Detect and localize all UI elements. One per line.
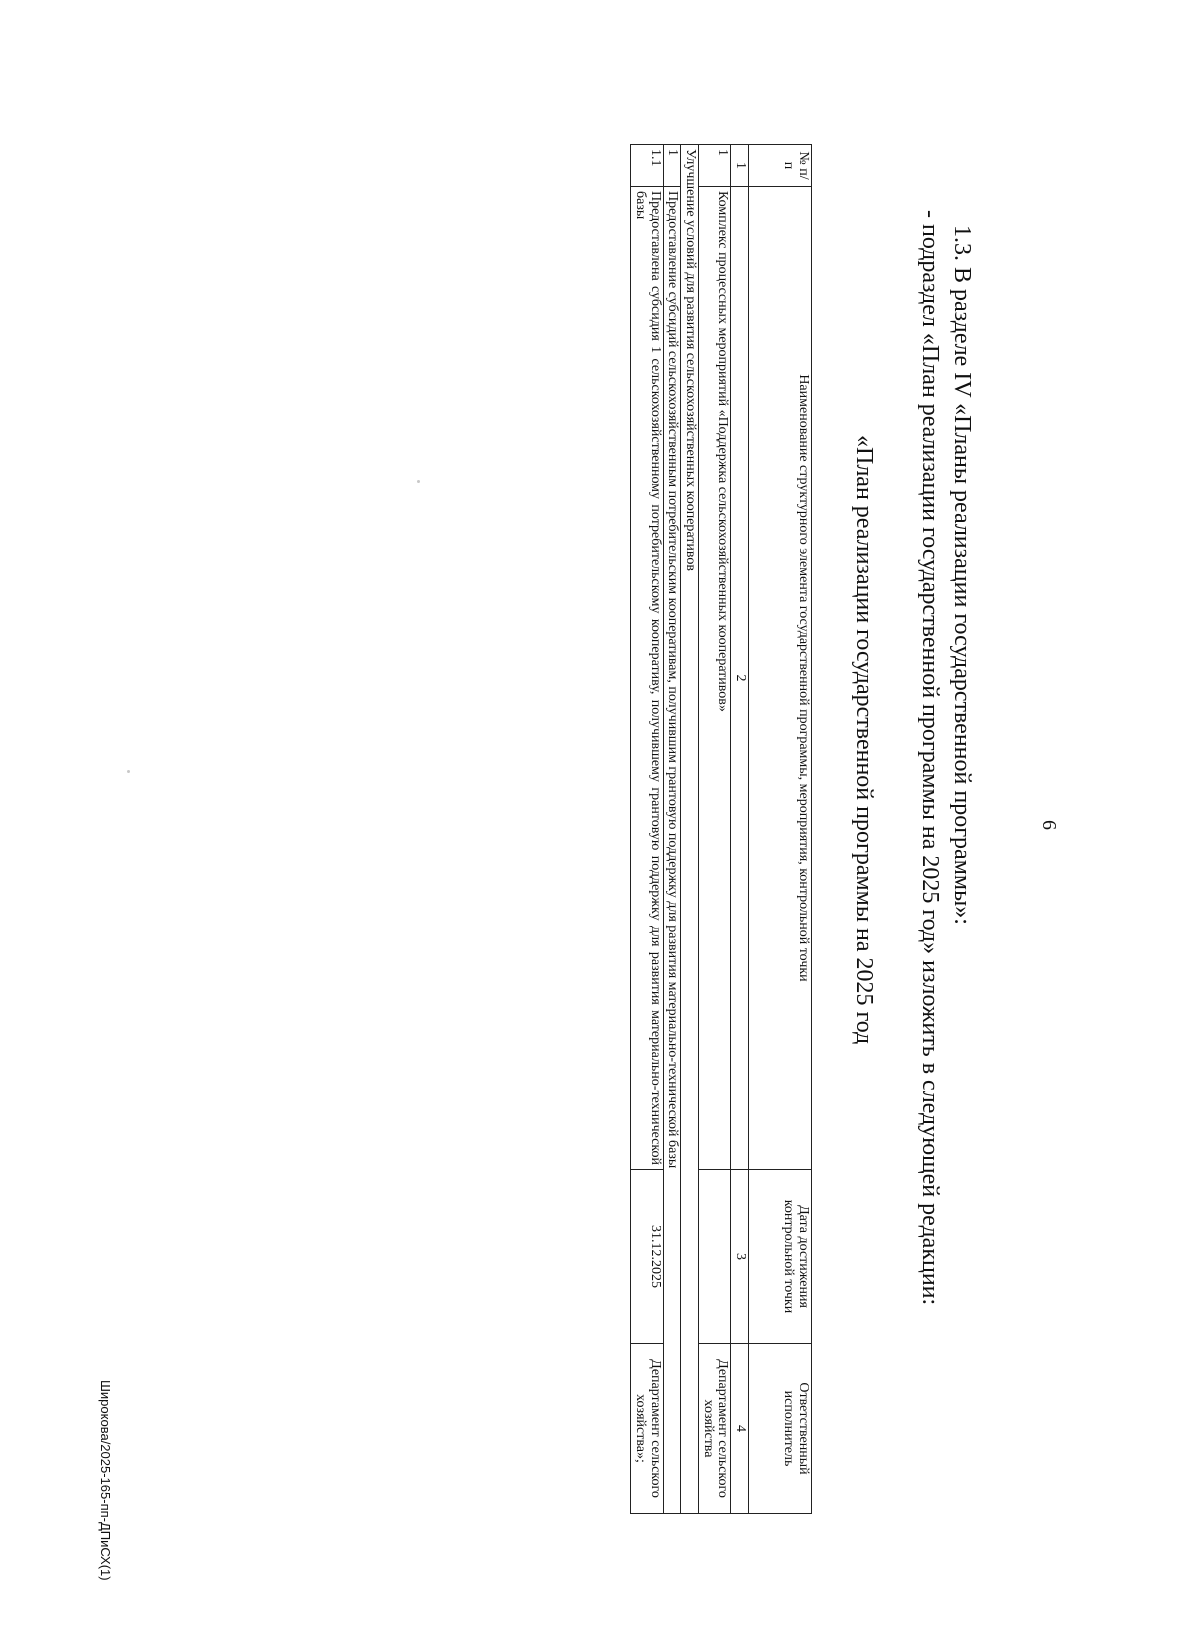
row-merged-name: Предоставление субсидий сельскохозяйственным потребительским кооперативам, получившим грантовую поддержку для развития материально-технической базы [663,187,681,1514]
table-row [631,145,663,1514]
row-number: 1 [663,145,681,187]
row-name: Предоставлена субсидия 1 сельскохозяйственному потребительскому кооперативу, получившему грантовую поддержку для развития материально-технической базы [631,187,663,1170]
scan-speck [127,770,130,773]
row-date [698,1170,730,1344]
table-row [663,145,681,1514]
subsection-heading: - подраздел «План реализации государственной программы на 2025 год» изложить в следующей редакции: [917,210,943,1306]
scan-speck [417,480,420,483]
row-name: Комплекс процессных мероприятий «Поддержка сельскохозяйственных кооперативов» [698,187,730,1170]
page-number: 6 [1038,820,1060,830]
section-heading: 1.3. В разделе IV «Планы реализации государственной программы»: [949,225,975,925]
column-number: 2 [731,187,749,1170]
section-name: Улучшение условий для развития сельскохозяйственных кооперативов [681,145,699,1514]
row-executor: Департамент сельского хозяйства»; [631,1344,663,1514]
header-date: Дата достижения контрольной точки [749,1170,812,1344]
table-row [698,145,730,1514]
plan-table [630,144,812,1514]
column-number: 3 [731,1170,749,1344]
header-name: Наименование структурного элемента государственной программы, мероприятия, контрольной точки [749,187,812,1170]
plan-title: «План реализации государственной программы на 2025 год [851,435,877,1045]
column-number: 1 [731,145,749,187]
table-header-row [749,145,812,1514]
footer-reference: Широкова/2025-165-пп-ДПиСХ(1) [98,1380,113,1581]
column-numbers-row [731,145,749,1514]
row-executor: Департамент сельского хозяйства [698,1344,730,1514]
row-number: 1 [698,145,730,187]
header-number: № п/п [749,145,812,187]
header-executor: Ответственный исполнитель [749,1344,812,1514]
row-number: 1.1 [631,145,663,187]
column-number: 4 [731,1344,749,1514]
row-date: 31.12.2025 [631,1170,663,1344]
table-section-row [681,145,699,1514]
